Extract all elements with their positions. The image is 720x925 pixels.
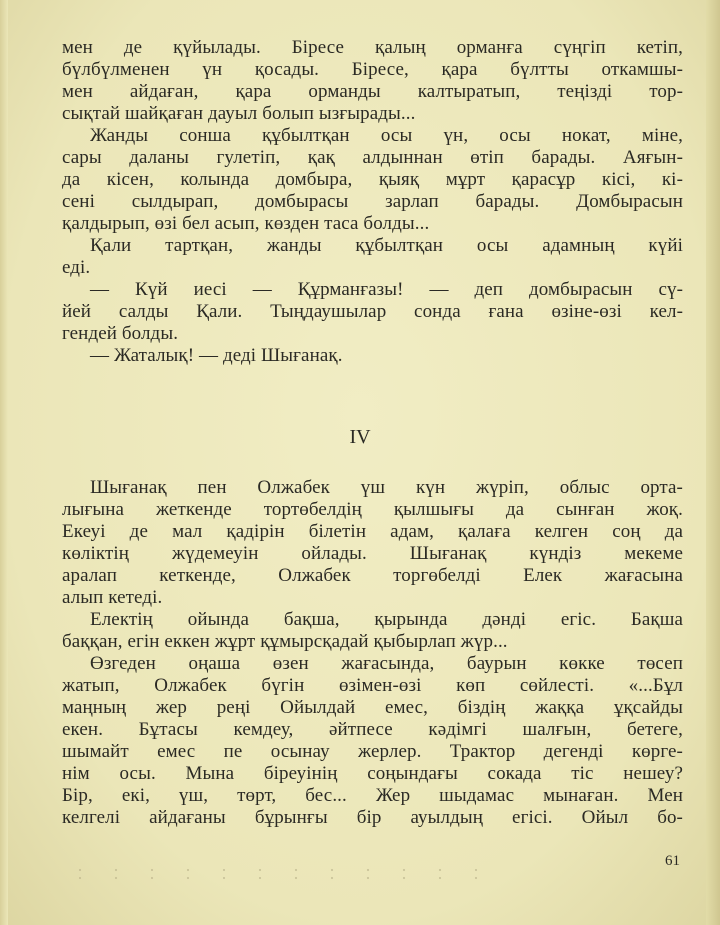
text-line: лығына жеткенде тортөбелдің қылшығы да сынған жоқ. — [62, 499, 683, 520]
text-line: да кісен, колында домбыра, қыяқ мұрт қарасұр кісі, кі- — [62, 169, 683, 190]
text-line: мен айдаған, қара орманды калтыратып, теңізді тор- — [62, 81, 683, 102]
text-block-section-1 — [62, 37, 683, 367]
text-line: аралап кеткенде, Олжабек торгөбелді Елек жағасына — [62, 565, 683, 586]
text-line: шымайт емес пе осынау жерлер. Трактор дегенді көрге- — [62, 741, 683, 762]
text-line: сені сылдырап, домбырасы зарлап барады. Домбырасын — [62, 191, 683, 212]
text-line: нім осы. Мына біреуінің соңындағы сокада тіс нешеу? — [62, 763, 683, 784]
text-line: сары даланы гулетіп, қақ алдыннан өтіп барады. Аяғын- — [62, 147, 683, 168]
text-line: йей салды Қали. Тыңдаушылар сонда ғана өзіне-өзі кел- — [62, 301, 683, 322]
text-line: Жанды сонша құбылтқан осы үн, осы нокат, міне, — [90, 125, 683, 146]
text-line: Қали тартқан, жанды құбылтқан осы адамның күйі — [90, 235, 683, 256]
text-line: Өзгеден оңаша өзен жағасында, баурын көкке төсеп — [90, 653, 683, 674]
chapter-heading: IV — [349, 426, 371, 448]
text-line: — Күй иесі — Құрманғазы! — деп домбырасын сү- — [90, 279, 683, 300]
text-block-section-2 — [62, 477, 683, 829]
text-line: мен де қүйылады. Біресе қалың орманға сүңгіп кетіп, — [62, 37, 683, 58]
text-line: Електің ойында бақша, қырында дәнді егіс. Бақша — [90, 609, 683, 630]
text-line: — Жаталық! — деді Шығанақ. — [90, 345, 343, 366]
page-edge-left — [0, 0, 8, 925]
page-number: 61 — [665, 853, 680, 869]
text-line: бүлбүлменен үн қосады. Біресе, қара бүлтты откамшы- — [62, 59, 683, 80]
text-line: Екеуі де мал қадірін білетін адам, қалаға келген соң да — [62, 521, 683, 542]
text-line: маңның жер реңі Ойылдай емес, біздің жаққа ұқсайды — [62, 697, 683, 718]
text-line: жатып, Олжабек бүгін өзімен-өзі көп сөйлесті. «...Бұл — [62, 675, 683, 696]
text-line: көліктің жүдемеуін ойлады. Шығанақ күндіз мекеме — [62, 543, 683, 564]
text-line: қалдырып, өзі бел асып, көзден таса болды... — [62, 213, 430, 234]
text-line: сықтай шайқаған дауыл болып ызғырады... — [62, 103, 416, 124]
text-line: екен. Бұтасы кемдеу, әйтпесе кәдімгі шалғын, бетеге, — [62, 719, 683, 740]
text-line: алып кетеді. — [62, 587, 163, 608]
page-edge-right — [706, 0, 720, 925]
text-line: Шығанақ пен Олжабек үш күн жүріп, облыс орта- — [90, 477, 683, 498]
text-line: келгелі айдағаны бұрынғы бір ауылдың егісі. Ойыл бо- — [62, 807, 683, 828]
print-speckles — [62, 866, 482, 880]
text-line: Бір, екі, үш, төрт, бес... Жер шыдамас мынаған. Мен — [62, 785, 683, 806]
text-line: еді. — [62, 257, 91, 278]
text-line: гендей болды. — [62, 323, 179, 344]
text-line: баққан, егін еккен жұрт құмырсқадай қыбырлап жүр... — [62, 631, 508, 652]
